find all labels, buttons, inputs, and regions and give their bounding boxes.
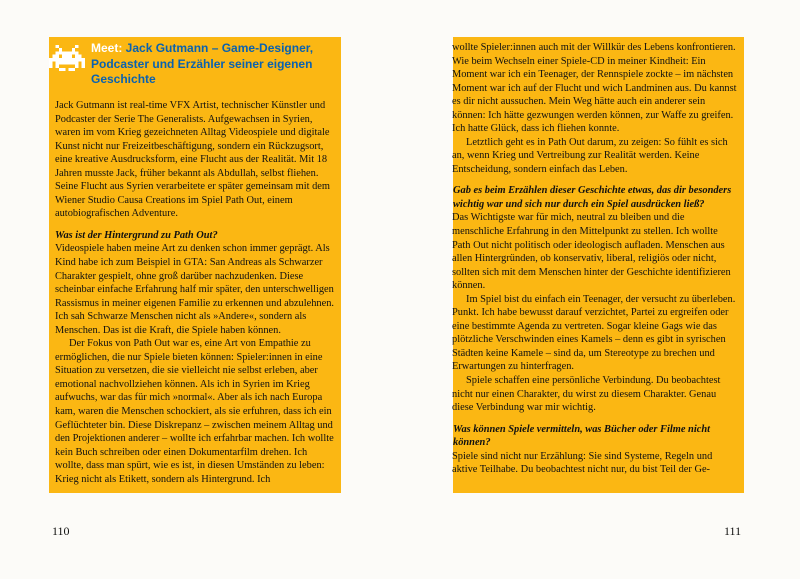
- answer-paragraph: Videospiele haben meine Art zu denken schon immer geprägt. Als Kind habe ich zum Beispiel in GTA: San Andreas als Schwarzer Charakter gespielt, ohne groß darüber nachzudenken. Diese scheinbar einfache Erfahrung half mir später, den unterschwelligen Rassismus in meiner eigenen Familie zu erkennen und abzulehnen. Ich sah Schwarze Menschen nicht als »Andere«, sondern als Menschen. Das ist die Kraft, die Spiele haben können.: [55, 243, 335, 336]
- right-text-panel: [453, 37, 744, 493]
- page-number-left: 110: [52, 524, 70, 538]
- answer-paragraph: Letztlich geht es in Path Out darum, zu zeigen: So fühlt es sich an, wenn Krieg und Vertreibung zur Realität werden. Keine Entscheidung, sondern einfach das Leben.: [452, 136, 728, 175]
- section-header: [55, 41, 335, 99]
- answer-paragraph: Der Fokus von Path Out war es, eine Art von Empathie zu ermöglichen, die nur Spiele bieten können: Spieler:innen in eine Situation zu versetzen, die sie vielleicht nie selbst erleben, aber emotional nachvollziehen können. Als ich in Syrien im Krieg aufwuchs, war das für mich »normal«. Aber als ich nach Europa kam, waren die Menschen schockiert, als sie erfuhren, dass ich ein Geflüchteter bin. Diese Diskrepanz – zwischen meinem Alltag und den Projektionen anderer – wollte ich erfahrbar machen. Ich wollte kein Buch schreiben oder einen Dokumentarfilm drehen. Ich wollte, dass man spürt, wie es ist, in diesen Umständen zu leben: Krieg nicht als Etikett, sondern als Hintergrund. Ich: [55, 338, 334, 485]
- answer-paragraph: Spiele sind nicht nur Erzählung: Sie sind Systeme, Regeln und aktive Teilhabe. Du beobachtest nicht nur, du bist Teil der Ge-: [452, 450, 713, 476]
- heading-lead: Meet:: [91, 41, 123, 55]
- interview-question: Gab es beim Erzählen dieser Geschichte etwas, das dir besonders wichtig war und sich nur durch ein Spiel ausdrücken ließ?: [453, 185, 732, 210]
- intro-paragraph: Jack Gutmann ist real-time VFX Artist, technischer Künstler und Podcaster der Serie The Generalists. Aufgewachsen in Syrien, waren im vom Krieg gezeichneten Alltag Videospiele und digitale Kunst nicht nur Freizeitbeschäftigung, sondern ein Rückzugsort, eine kreative Ausdrucksform, eine Flucht aus der Realität. Mit 18 Jahren musste Jack, früher bekannt als Abdullah, selbst fliehen. Seine Flucht aus Syrien verarbeitete er später gemeinsam mit dem Wiener Studio Causa Creations im Spiel Path Out, einem autobiografischen Adventure.: [55, 100, 330, 220]
- answer-paragraph: wollte Spieler:innen auch mit der Willkür des Lebens konfrontieren. Wie beim Wechseln einer Spiele-CD in meiner Kindheit: Ein Moment war ich ein Teenager, der Rennspiele zockte – im nächsten Moment war ich auf der Flucht und wich Landminen aus. Du kannst es dir nicht aussuchen. Mein Weg hätte auch ein anderer sein können: Ich hätte gezwungen werden können, zur Waffe zu greifen. Ich hatte Glück, dass ich fliehen konnte.: [452, 42, 737, 135]
- interview-question: Was ist der Hintergrund zu Path Out?: [55, 229, 218, 241]
- section-heading: [91, 41, 331, 88]
- page-number-right: 111: [724, 524, 742, 538]
- left-text-panel: [49, 37, 341, 493]
- answer-paragraph: Das Wichtigste war für mich, neutral zu bleiben und die menschliche Erfahrung in den Mittelpunkt zu stellen. Ich wollte Path Out nicht politisch oder ideologisch aufladen. Menschen aus allen Hintergründen, ob konservativ, liberal, religiös oder nicht, sollten sich mit dem Menschen hinter der Geschichte identifizieren können.: [452, 212, 731, 292]
- answer-paragraph: Spiele schaffen eine persönliche Verbindung. Du beobachtest nicht nur einen Charakter, du wirst zu diesem Charakter. Genau diese Verbindung war mir wichtig.: [452, 375, 721, 414]
- answer-paragraph: Im Spiel bist du einfach ein Teenager, der versucht zu überleben. Punkt. Ich habe bewusst darauf verzichtet, Partei zu ergreifen oder eine bestimmte Agenda zu vertreten. Sogar kleine Gags wie das plötzliche Verschwinden eines Kamels – denn es gibt in syrischen Städten keine Kamele – sind da, um Stereotype zu brechen und Erwartungen zu hinterfragen.: [452, 293, 736, 373]
- heading-title: Jack Gutmann – Game-Designer, Podcaster und Erzähler seiner eigenen Geschichte: [91, 41, 314, 86]
- space-invader-icon: [49, 43, 85, 73]
- interview-question: Was können Spiele vermitteln, was Bücher oder Filme nicht können?: [453, 423, 710, 449]
